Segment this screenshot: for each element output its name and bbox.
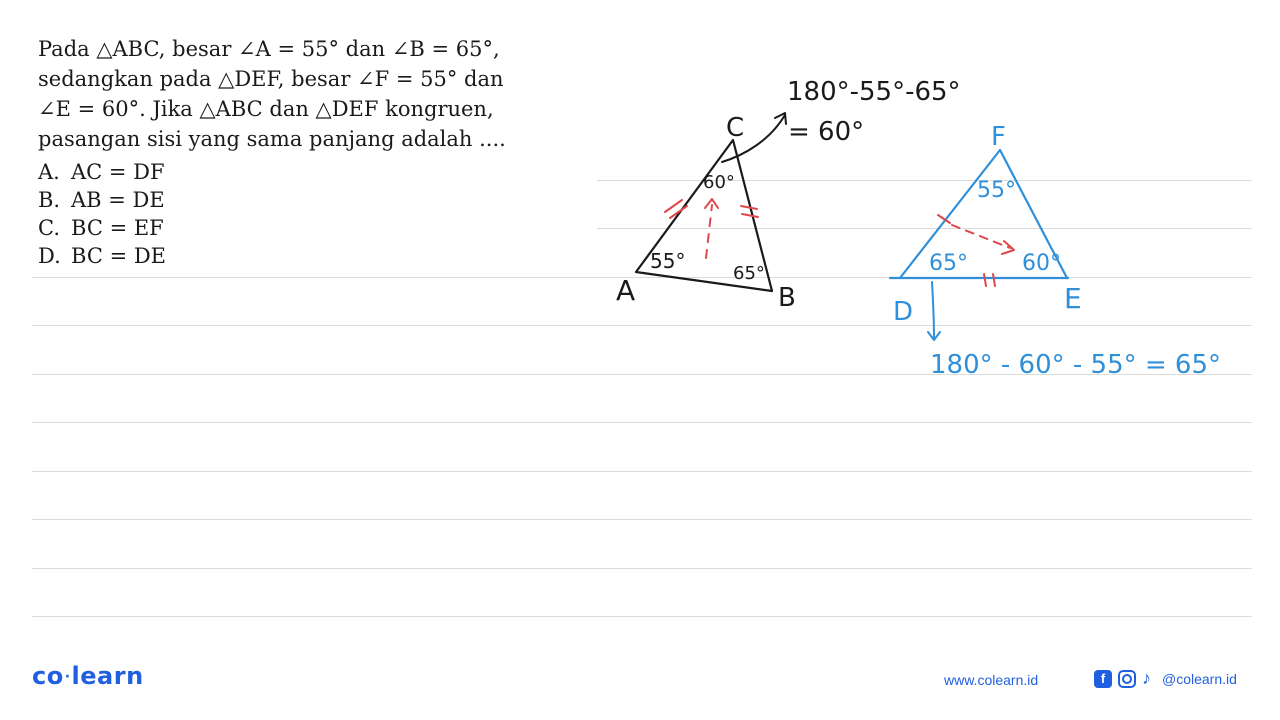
question-line: sedangkan pada △DEF, besar ∠F = 55° dan — [38, 67, 504, 91]
option-text: AB = DE — [71, 188, 165, 212]
logo-text-right: learn — [71, 662, 144, 690]
angle-label-d: 65° — [929, 251, 968, 276]
social-handle[interactable]: @colearn.id — [1162, 670, 1237, 687]
vertex-label-c: C — [726, 113, 745, 143]
tick-mark-de — [984, 274, 995, 286]
calc-angle-d: 180° - 60° - 55° = 65° — [930, 350, 1222, 380]
calc-angle-c-result: = 60° — [788, 117, 865, 147]
option-letter: C. — [38, 216, 60, 240]
angle-label-e: 60° — [1022, 251, 1061, 276]
tick-mark-ac — [665, 200, 687, 218]
question-line: ∠E = 60°. Jika △ABC dan △DEF kongruen, — [38, 97, 494, 121]
website-link[interactable]: www.colearn.id — [944, 672, 1039, 688]
option-text: BC = DE — [71, 244, 167, 268]
angle-label-f: 55° — [977, 178, 1016, 203]
angle-label-b: 65° — [733, 263, 765, 284]
angle-label-a: 55° — [650, 249, 686, 273]
question-line: pasangan sisi yang sama panjang adalah .... — [38, 127, 506, 151]
social-links — [1094, 668, 1237, 689]
angle-label-c: 60° — [703, 172, 735, 193]
option-letter: D. — [38, 244, 61, 268]
calc-angle-c: 180°-55°-65° — [787, 77, 961, 107]
option-text: BC = EF — [71, 216, 164, 240]
vertex-label-a: A — [616, 274, 636, 307]
question-line: Pada △ABC, besar ∠A = 55° dan ∠B = 65°, — [38, 37, 500, 61]
vertex-label-b: B — [778, 283, 796, 313]
vertex-label-f: F — [991, 122, 1006, 152]
instagram-icon[interactable] — [1118, 670, 1136, 688]
tick-mark-bc — [741, 206, 758, 217]
option-letter: B. — [38, 188, 61, 212]
tiktok-icon[interactable]: ♪ — [1142, 668, 1151, 688]
colearn-logo[interactable] — [32, 662, 144, 690]
facebook-icon[interactable]: f — [1094, 670, 1112, 688]
vertex-label-d: D — [893, 297, 914, 327]
logo-dot: · — [64, 669, 71, 685]
dashed-arrow-abc — [706, 205, 712, 258]
arrow-d-to-calc — [932, 282, 934, 338]
logo-text-left: co — [32, 662, 64, 690]
option-letter: A. — [38, 160, 60, 184]
option-text: AC = DF — [71, 160, 165, 184]
vertex-label-e: E — [1064, 282, 1082, 315]
dashed-arrow-def — [952, 225, 1010, 248]
